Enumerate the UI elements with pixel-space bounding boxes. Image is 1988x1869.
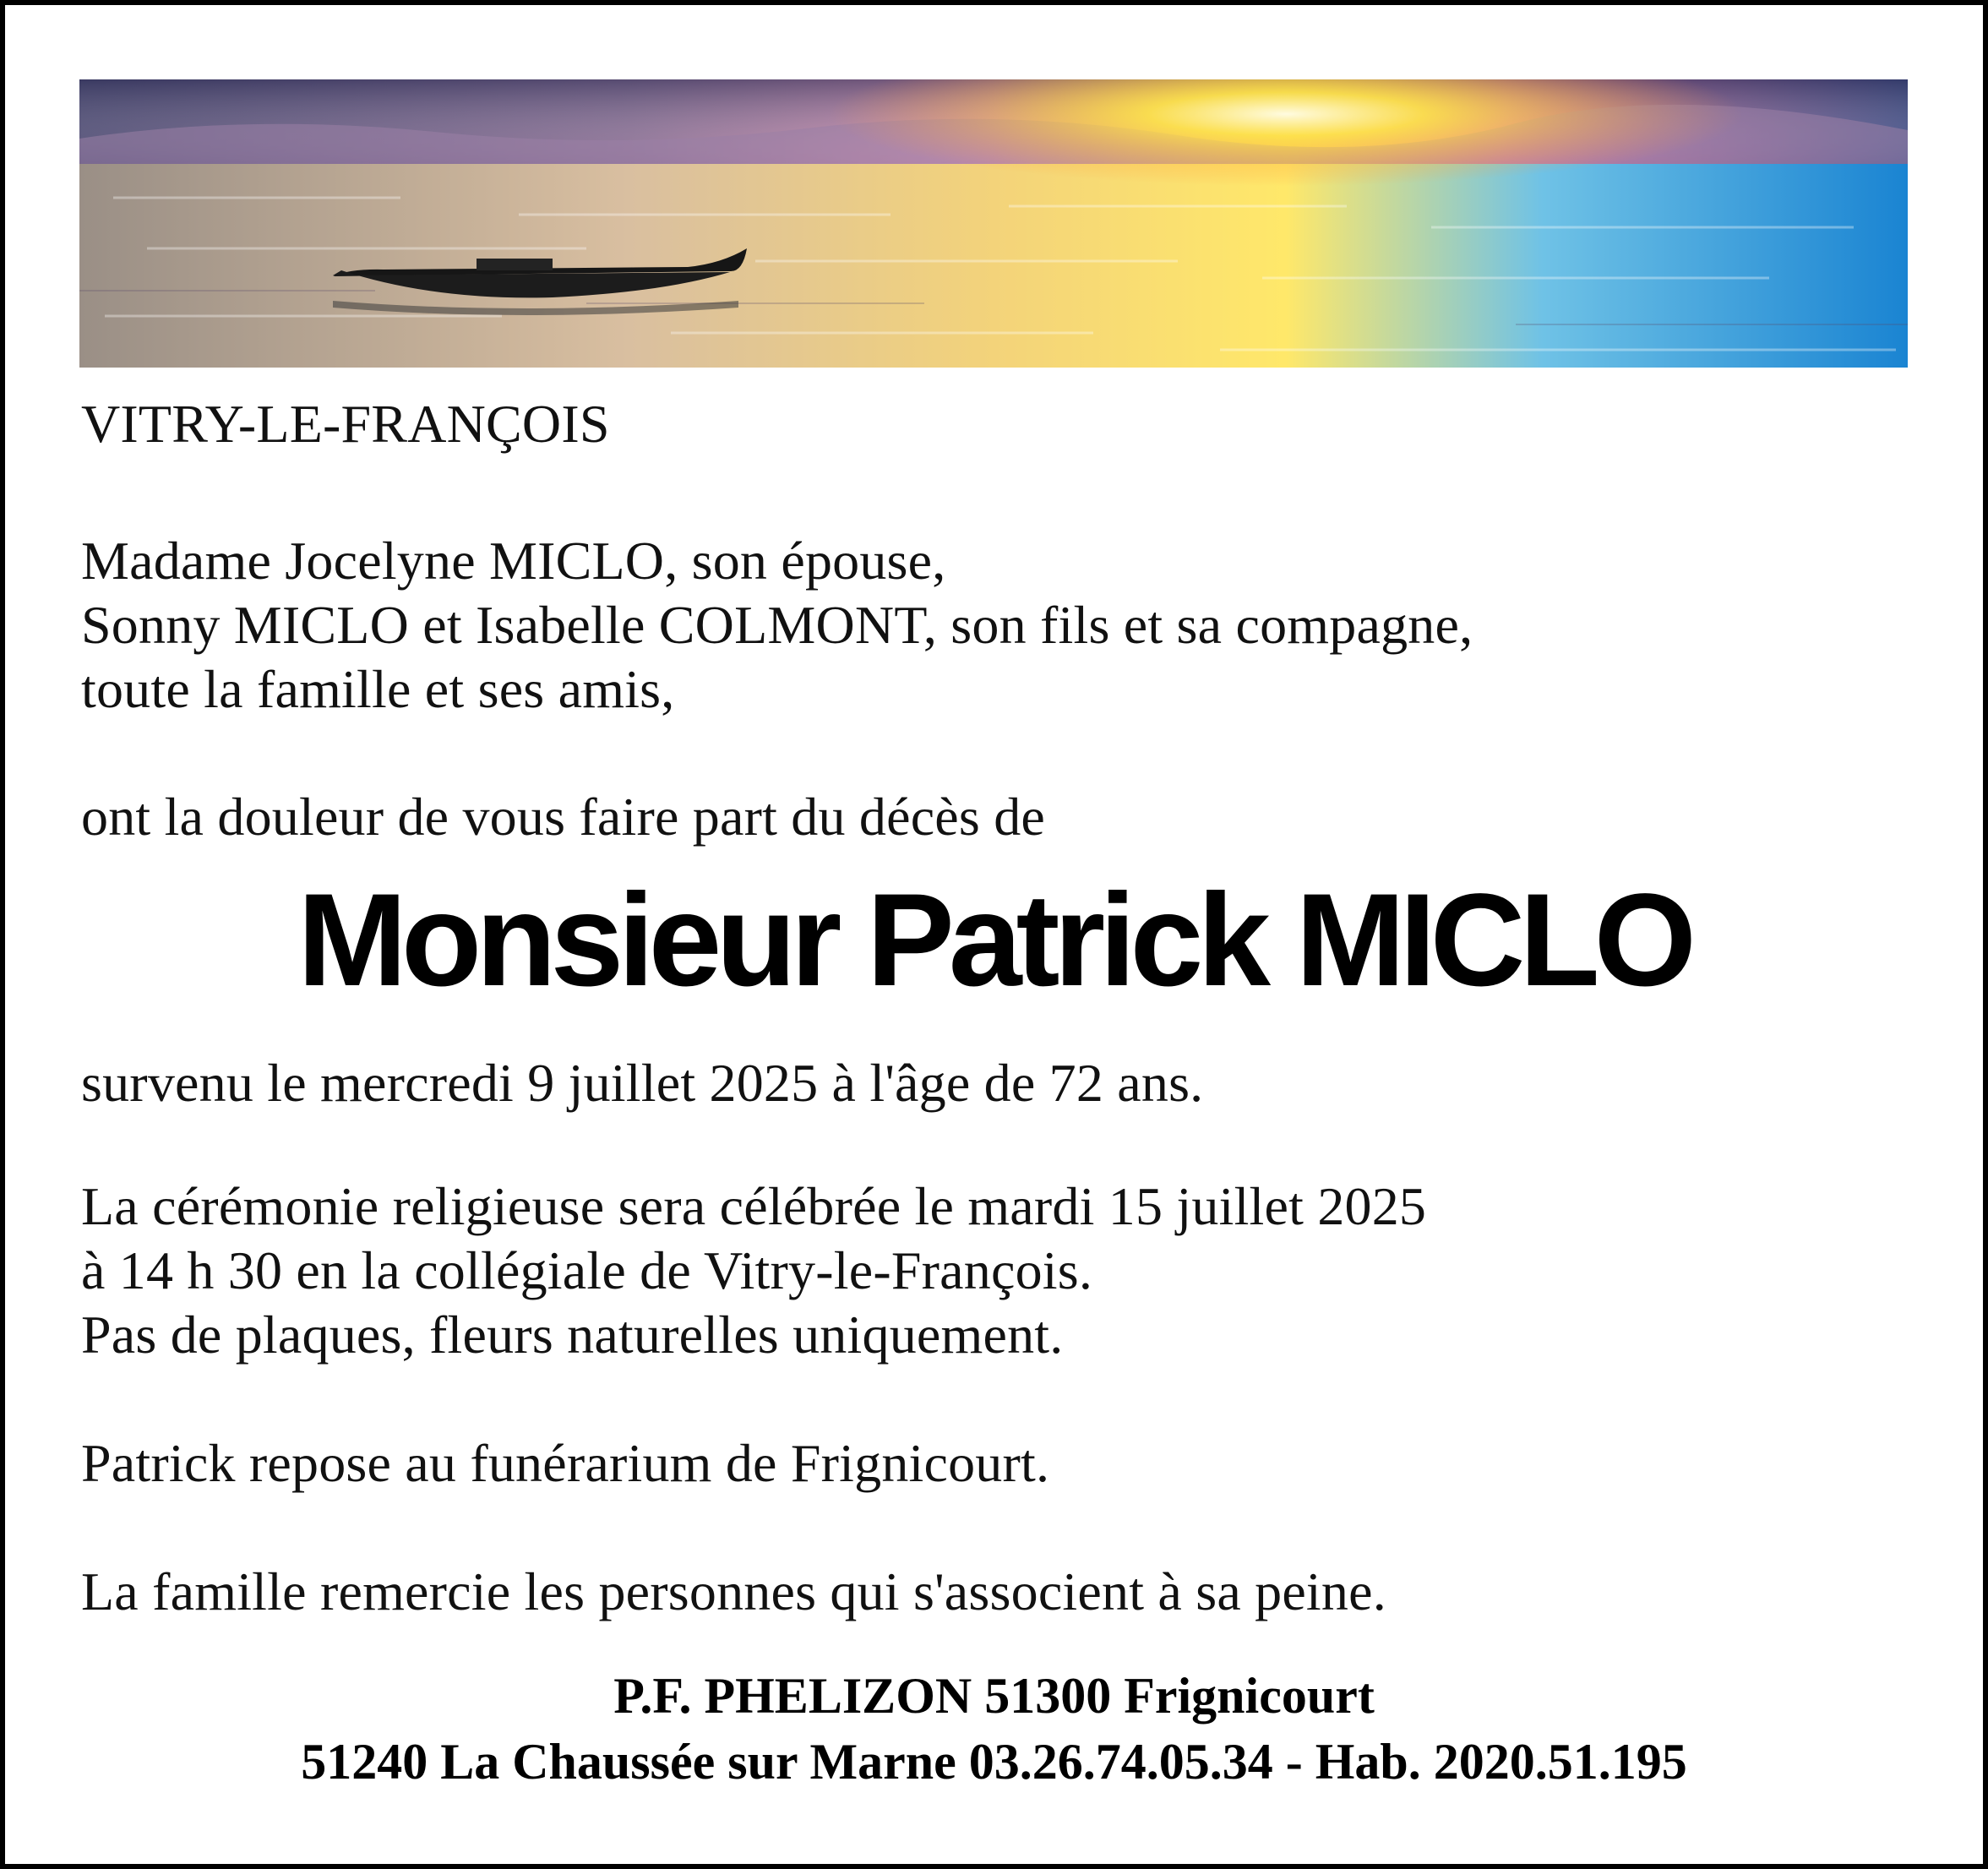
sunset-sea-illustration [79,79,1908,368]
family-line-3: toute la famille et ses amis, [81,659,675,719]
ceremony-line-2: à 14 h 30 en la collégiale de Vitry-le-François. [81,1240,1093,1300]
ceremony-line-3: Pas de plaques, fleurs naturelles uniquement. [81,1305,1064,1365]
funeral-home-line-2: 51240 La Chaussée sur Marne 03.26.74.05.34 - Hab. 2020.51.195 [301,1734,1687,1790]
funeral-home-line-1: P.F. PHELIZON 51300 Frignicourt [613,1668,1375,1724]
announcement-text: ont la douleur de vous faire part du décès de [81,787,1046,847]
family-line-1: Madame Jocelyne MICLO, son épouse, [81,531,946,591]
city-heading: VITRY-LE-FRANÇOIS [81,394,610,454]
deceased-name: Monsieur Patrick MICLO [297,867,1691,1014]
family-line-2: Sonny MICLO et Isabelle COLMONT, son fils et sa compagne, [81,595,1473,655]
rest-place: Patrick repose au funérarium de Frignicourt. [81,1433,1050,1493]
thanks-text: La famille remercie les personnes qui s'associent à sa peine. [81,1561,1386,1621]
ceremony-line-1: La cérémonie religieuse sera célébrée le mardi 15 juillet 2025 [81,1176,1427,1236]
sunset-banner-image [79,79,1908,368]
death-info: survenu le mercredi 9 juillet 2025 à l'âge de 72 ans. [81,1053,1204,1113]
